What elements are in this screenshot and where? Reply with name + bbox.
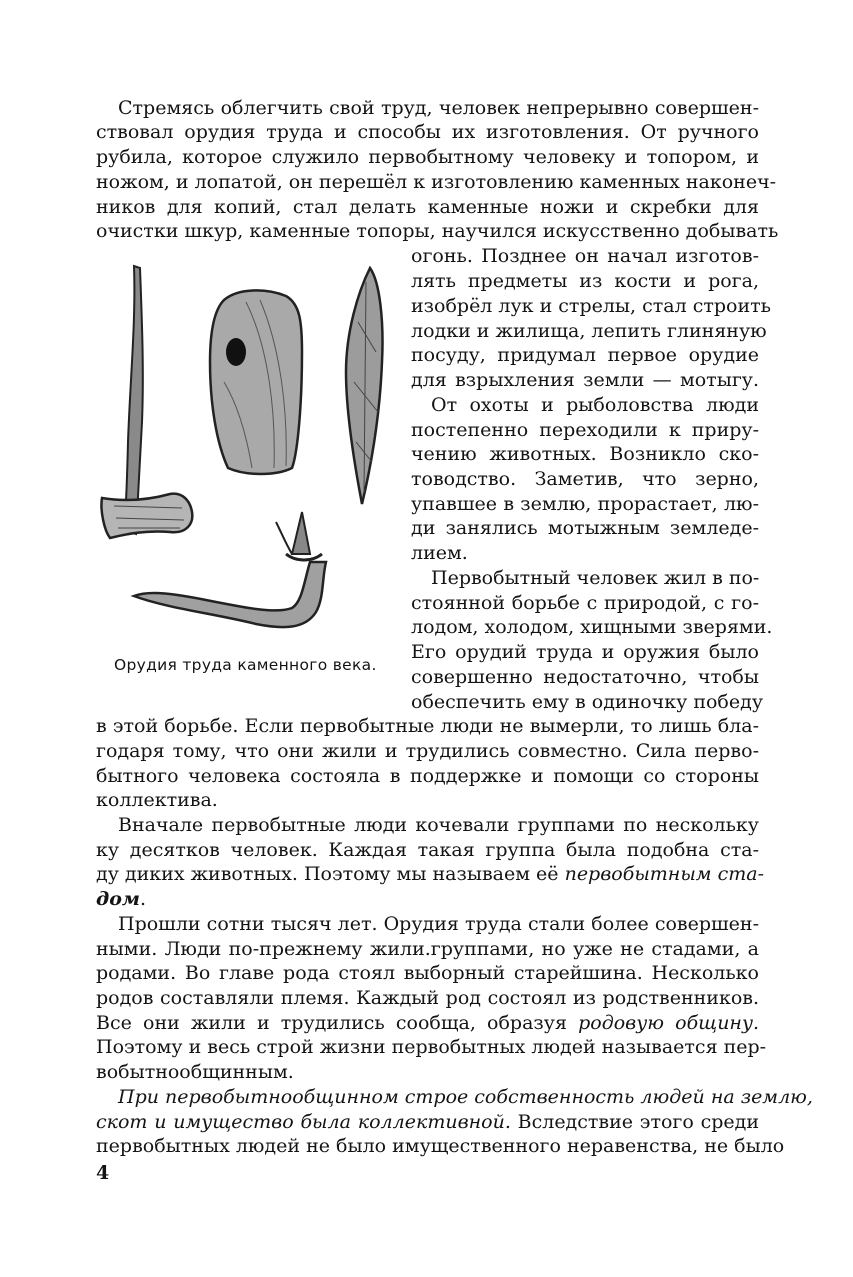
italic-term: первобытным ста- bbox=[564, 863, 764, 885]
text-line: ствовал орудия труда и способы их изготовления. От ручного bbox=[96, 121, 759, 143]
text-line bbox=[96, 1011, 759, 1035]
text-line: первобытных людей не было имущественного неравенства, не было bbox=[96, 1135, 785, 1157]
text-line: постепенно переходили к приру- bbox=[411, 419, 759, 441]
italic-term: родовую общину. bbox=[578, 1012, 760, 1034]
figure-caption: Орудия труда каменного века. bbox=[114, 656, 377, 674]
text-span: Все они жили и трудились сообща, образуя bbox=[96, 1012, 579, 1034]
hammer-head bbox=[101, 494, 192, 538]
hammer-handle bbox=[124, 266, 143, 534]
text-line: коллектива. bbox=[96, 789, 218, 811]
text-line: Вначале первобытные люди кочевали группами по нескольку bbox=[118, 814, 759, 836]
text-line: родами. Во главе рода стоял выборный старейшина. Несколько bbox=[96, 962, 759, 984]
text-line: огонь. Позднее он начал изготов- bbox=[411, 245, 759, 267]
text-span: ду диких животных. Поэтому мы называем её bbox=[96, 863, 565, 885]
text-line: посуду, придумал первое орудие bbox=[411, 344, 759, 366]
text-line: рубила, которое служило первобытному человеку и топором, и bbox=[96, 146, 759, 168]
text-line: годаря тому, что они жили и трудились совместно. Сила перво- bbox=[96, 740, 759, 762]
text-line: лодки и жилища, лепить глиняную bbox=[411, 320, 767, 342]
text-line: Стремясь облегчить свой труд, человек непрерывно совершен- bbox=[118, 97, 759, 119]
stone-age-tools-illustration bbox=[96, 262, 402, 652]
text-line: вобытнообщинным. bbox=[96, 1061, 294, 1083]
text-line: очистки шкур, каменные топоры, научился искусственно добывать bbox=[96, 220, 779, 242]
text-line: упавшее в землю, прорастает, лю- bbox=[411, 493, 759, 515]
text-line: Его орудий труда и оружия было bbox=[411, 641, 759, 663]
text-line: ди занялись мотыжным земледе- bbox=[411, 517, 759, 539]
text-line: ными. Люди по-прежнему жили.группами, но уже не стадами, а bbox=[96, 938, 759, 960]
italic-term: скот и имущество была коллективной. bbox=[96, 1111, 511, 1133]
text-line: лодом, холодом, хищными зверями. bbox=[411, 616, 773, 638]
text-line: родов составляли племя. Каждый род состоял из родственников. bbox=[96, 987, 759, 1009]
text-line: Первобытный человек жил в по- bbox=[431, 567, 760, 589]
text-line: стоянной борьбе с природой, с го- bbox=[411, 592, 759, 614]
text-line: лять предметы из кости и рога, bbox=[411, 270, 759, 292]
text-line bbox=[96, 887, 759, 911]
text-line: ников для копий, стал делать каменные ножи и скребки для bbox=[96, 196, 759, 218]
text-line: для взрыхления земли — мотыгу. bbox=[411, 369, 759, 391]
text-line: бытного человека состояла в поддержке и помощи со стороны bbox=[96, 765, 759, 787]
bone-hoe bbox=[134, 562, 326, 627]
text-line: в этой борьбе. Если первобытные люди не вымерли, то лишь бла- bbox=[96, 715, 759, 737]
text-line bbox=[118, 1085, 813, 1109]
text-line: ку десятков человек. Каждая такая группа была подобна ста- bbox=[96, 839, 759, 861]
text-line: товодство. Заметив, что зерно, bbox=[411, 468, 759, 490]
text-line: Прошли сотни тысяч лет. Орудия труда стали более совершен- bbox=[118, 913, 759, 935]
text-line: Поэтому и весь строй жизни первобытных людей называется пер- bbox=[96, 1036, 767, 1058]
text-line: чению животных. Возникло ско- bbox=[411, 443, 759, 465]
page-number: 4 bbox=[96, 1162, 110, 1184]
text-line: изобрёл лук и стрелы, стал строить bbox=[411, 295, 771, 317]
text-line: совершенно недостаточно, чтобы bbox=[411, 666, 759, 688]
text-line: лием. bbox=[411, 542, 468, 564]
text-line: обеспечить ему в одиночку победу bbox=[411, 691, 763, 713]
text-span: Вследствие этого среди bbox=[510, 1111, 759, 1133]
text-span: . bbox=[139, 888, 146, 910]
text-line: ножом, и лопатой, он перешёл к изготовлению каменных наконеч- bbox=[96, 171, 777, 193]
text-line: От охоты и рыболовства люди bbox=[431, 394, 759, 416]
italic-term: При первобытнообщинном строе собственность людей на землю, bbox=[118, 1086, 813, 1108]
text-line bbox=[96, 1110, 759, 1134]
text-line bbox=[96, 862, 764, 886]
italic-term: дом bbox=[96, 888, 140, 910]
